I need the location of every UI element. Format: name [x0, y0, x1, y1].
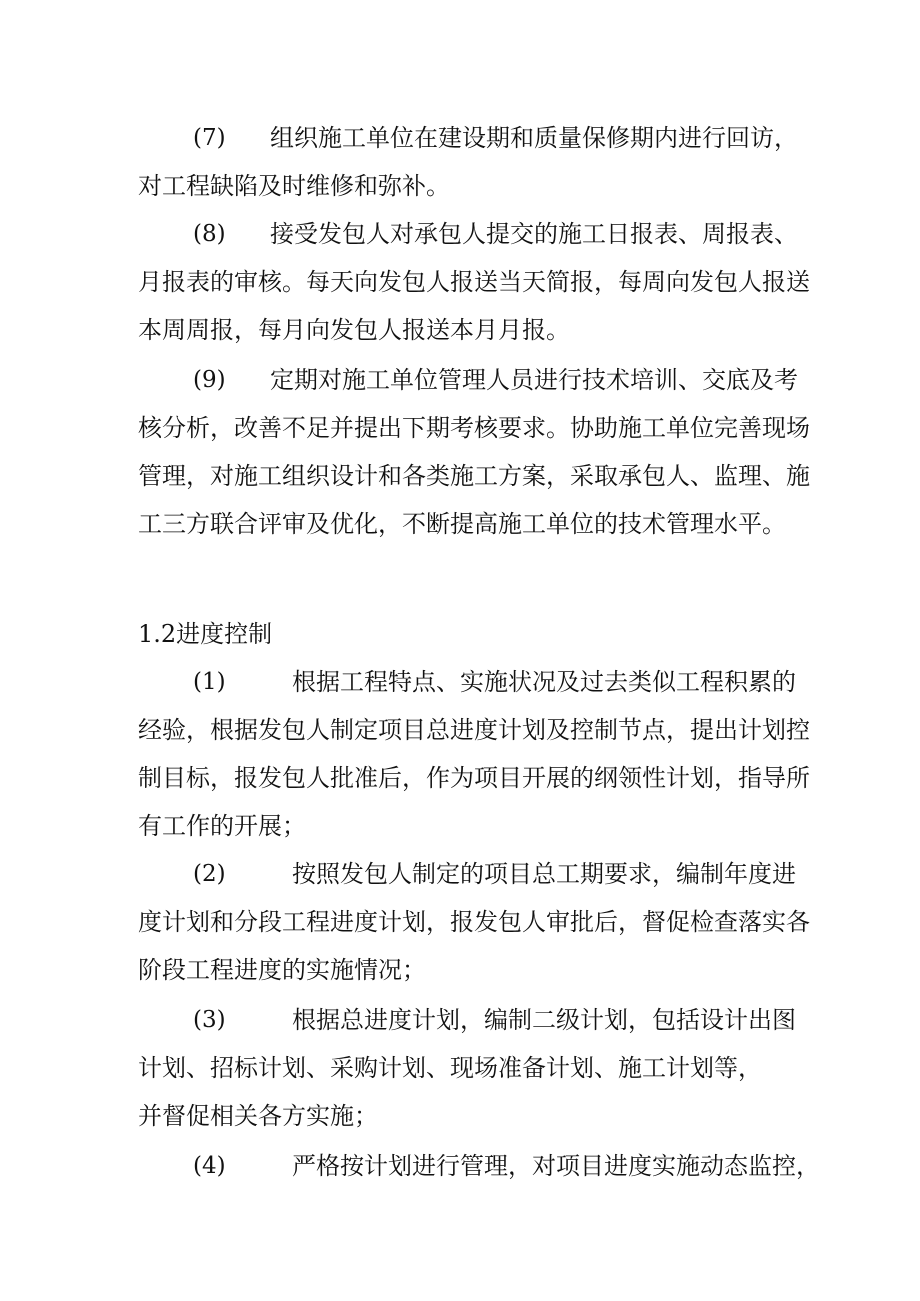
item-text-line: 核分析，改善不足并提出下期考核要求。协助施工单位完善现场: [138, 414, 810, 442]
item-text-line: 制目标，报发包人批准后，作为项目开展的纲领性计划，指导所: [138, 764, 810, 792]
item-text-line: 计划、招标计划、采购计划、现场准备计划、施工计划等，: [138, 1054, 762, 1082]
item-text-line: 月报表的审核。每天向发包人报送当天简报，每周向发包人报送: [138, 268, 810, 296]
section-heading: 1.2进度控制: [138, 620, 273, 648]
item-number: (8): [193, 221, 226, 247]
item-text-line: 对工程缺陷及时维修和弥补。: [138, 172, 450, 200]
item-text-line: 有工作的开展；: [138, 812, 306, 840]
item-text-line: 根据总进度计划，编制二级计划，包括设计出图: [292, 1006, 796, 1034]
item-number: (1): [193, 669, 226, 695]
item-number: (3): [193, 1007, 226, 1033]
item-number: (9): [193, 367, 226, 393]
item-number: (2): [193, 861, 226, 887]
item-text-line: 根据工程特点、实施状况及过去类似工程积累的: [292, 668, 796, 696]
item-number: (7): [193, 125, 226, 151]
item-text-line: 度计划和分段工程进度计划，报发包人审批后，督促检查落实各: [138, 908, 810, 936]
item-text-line: 组织施工单位在建设期和质量保修期内进行回访，: [270, 124, 798, 152]
item-number: (4): [193, 1153, 226, 1179]
item-text-line: 按照发包人制定的项目总工期要求，编制年度进: [292, 860, 796, 888]
item-text-line: 阶段工程进度的实施情况；: [138, 956, 426, 984]
item-text-line: 管理，对施工组织设计和各类施工方案，采取承包人、监理、施: [138, 462, 810, 490]
item-text-line: 经验，根据发包人制定项目总进度计划及控制节点，提出计划控: [138, 716, 810, 744]
item-text-line: 并督促相关各方实施；: [138, 1102, 378, 1130]
item-text-line: 接受发包人对承包人提交的施工日报表、周报表、: [270, 220, 798, 248]
item-text-line: 工三方联合评审及优化，不断提高施工单位的技术管理水平。: [138, 510, 786, 538]
item-text-line: 严格按计划进行管理，对项目进度实施动态监控，: [292, 1152, 820, 1180]
item-text-line: 本周周报，每月向发包人报送本月月报。: [138, 316, 570, 344]
item-text-line: 定期对施工单位管理人员进行技术培训、交底及考: [270, 366, 798, 394]
